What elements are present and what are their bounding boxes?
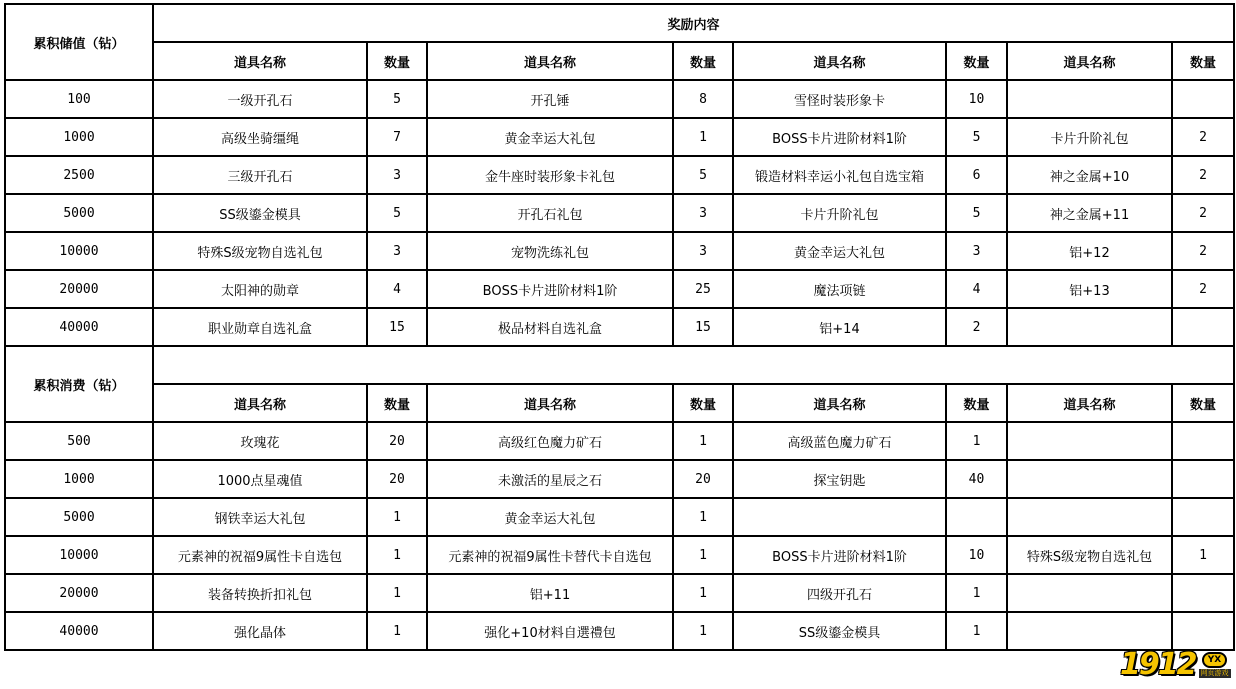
column-header-quantity: 数量 xyxy=(367,42,427,80)
quantity-cell: 4 xyxy=(946,270,1007,308)
threshold-cell: 40000 xyxy=(5,308,153,346)
quantity-cell: 40 xyxy=(946,460,1007,498)
table-row xyxy=(5,232,1234,270)
item-name-cell: 铝+13 xyxy=(1007,270,1172,308)
item-name-cell: 神之金属+11 xyxy=(1007,194,1172,232)
quantity-cell: 1 xyxy=(1172,536,1234,574)
threshold-cell: 100 xyxy=(5,80,153,118)
quantity-cell: 1 xyxy=(367,574,427,612)
table-row xyxy=(5,612,1234,650)
quantity-cell: 15 xyxy=(367,308,427,346)
item-name-cell: SS级鎏金模具 xyxy=(153,194,367,232)
item-name-cell: 开孔锤 xyxy=(427,80,673,118)
recharge-title-row xyxy=(5,4,1234,42)
column-header-item-name: 道具名称 xyxy=(1007,42,1172,80)
item-name-cell: 开孔石礼包 xyxy=(427,194,673,232)
quantity-cell: 10 xyxy=(946,80,1007,118)
item-name-cell xyxy=(1007,422,1172,460)
threshold-cell: 20000 xyxy=(5,270,153,308)
quantity-cell: 3 xyxy=(367,156,427,194)
quantity-cell: 3 xyxy=(673,232,733,270)
item-name-cell: 一级开孔石 xyxy=(153,80,367,118)
column-header-item-name: 道具名称 xyxy=(733,384,946,422)
quantity-cell: 1 xyxy=(673,118,733,156)
item-name-cell: 卡片升阶礼包 xyxy=(733,194,946,232)
quantity-cell: 4 xyxy=(367,270,427,308)
quantity-cell: 20 xyxy=(673,460,733,498)
item-name-cell: 极品材料自选礼盒 xyxy=(427,308,673,346)
item-name-cell: 职业勋章自选礼盒 xyxy=(153,308,367,346)
table-row xyxy=(5,156,1234,194)
column-header-quantity: 数量 xyxy=(673,42,733,80)
item-name-cell xyxy=(733,498,946,536)
table-row xyxy=(5,536,1234,574)
consume-column-headers xyxy=(5,384,1234,422)
item-name-cell: 高级蓝色魔力矿石 xyxy=(733,422,946,460)
rewards-table xyxy=(4,3,1235,651)
quantity-cell: 1 xyxy=(673,536,733,574)
item-name-cell: 宠物洗练礼包 xyxy=(427,232,673,270)
site-watermark-logo xyxy=(1120,645,1232,685)
table-row xyxy=(5,422,1234,460)
quantity-cell xyxy=(1172,308,1234,346)
item-name-cell: 金牛座时装形象卡礼包 xyxy=(427,156,673,194)
item-name-cell: 黄金幸运大礼包 xyxy=(427,498,673,536)
item-name-cell: 魔法项链 xyxy=(733,270,946,308)
item-name-cell: BOSS卡片进阶材料1阶 xyxy=(733,118,946,156)
quantity-cell: 1 xyxy=(367,612,427,650)
item-name-cell: 强化+10材料自選禮包 xyxy=(427,612,673,650)
column-header-item-name: 道具名称 xyxy=(427,384,673,422)
column-header-quantity: 数量 xyxy=(1172,42,1234,80)
item-name-cell: 高级坐骑缰绳 xyxy=(153,118,367,156)
column-header-quantity: 数量 xyxy=(367,384,427,422)
quantity-cell: 1 xyxy=(673,612,733,650)
quantity-cell: 5 xyxy=(367,194,427,232)
quantity-cell: 5 xyxy=(673,156,733,194)
quantity-cell: 20 xyxy=(367,422,427,460)
quantity-cell: 1 xyxy=(673,498,733,536)
item-name-cell xyxy=(1007,460,1172,498)
quantity-cell xyxy=(1172,80,1234,118)
quantity-cell: 6 xyxy=(946,156,1007,194)
quantity-cell: 1 xyxy=(673,574,733,612)
recharge-column-headers xyxy=(5,42,1234,80)
reward-content-title: 奖励内容 xyxy=(153,4,1234,42)
threshold-cell: 500 xyxy=(5,422,153,460)
threshold-cell: 2500 xyxy=(5,156,153,194)
quantity-cell: 25 xyxy=(673,270,733,308)
item-name-cell: 太阳神的勋章 xyxy=(153,270,367,308)
recharge-section-label: 累积储值（钻） xyxy=(5,4,153,80)
quantity-cell: 2 xyxy=(1172,232,1234,270)
column-header-item-name: 道具名称 xyxy=(153,42,367,80)
quantity-cell: 2 xyxy=(1172,270,1234,308)
threshold-cell: 20000 xyxy=(5,574,153,612)
item-name-cell: 玫瑰花 xyxy=(153,422,367,460)
quantity-cell: 5 xyxy=(946,194,1007,232)
item-name-cell xyxy=(1007,80,1172,118)
threshold-cell: 10000 xyxy=(5,536,153,574)
quantity-cell: 10 xyxy=(946,536,1007,574)
item-name-cell: 强化晶体 xyxy=(153,612,367,650)
quantity-cell: 5 xyxy=(367,80,427,118)
item-name-cell: 铝+11 xyxy=(427,574,673,612)
column-header-quantity: 数量 xyxy=(946,42,1007,80)
quantity-cell: 1 xyxy=(946,574,1007,612)
quantity-cell: 5 xyxy=(946,118,1007,156)
item-name-cell: BOSS卡片进阶材料1阶 xyxy=(427,270,673,308)
quantity-cell: 3 xyxy=(946,232,1007,270)
quantity-cell: 1 xyxy=(367,498,427,536)
quantity-cell: 1 xyxy=(673,422,733,460)
item-name-cell: 钢铁幸运大礼包 xyxy=(153,498,367,536)
watermark-badge xyxy=(1199,652,1231,678)
item-name-cell: 元素神的祝福9属性卡自选包 xyxy=(153,536,367,574)
threshold-cell: 10000 xyxy=(5,232,153,270)
item-name-cell: BOSS卡片进阶材料1阶 xyxy=(733,536,946,574)
column-header-item-name: 道具名称 xyxy=(153,384,367,422)
watermark-yx-bubble-icon: YX xyxy=(1202,652,1227,668)
threshold-cell: 40000 xyxy=(5,612,153,650)
item-name-cell: 四级开孔石 xyxy=(733,574,946,612)
item-name-cell: 黄金幸运大礼包 xyxy=(733,232,946,270)
quantity-cell: 3 xyxy=(367,232,427,270)
item-name-cell: 装备转换折扣礼包 xyxy=(153,574,367,612)
threshold-cell: 1000 xyxy=(5,118,153,156)
table-row xyxy=(5,194,1234,232)
column-header-item-name: 道具名称 xyxy=(427,42,673,80)
consume-title-row xyxy=(5,346,1234,384)
quantity-cell xyxy=(946,498,1007,536)
item-name-cell: 锻造材料幸运小礼包自选宝箱 xyxy=(733,156,946,194)
threshold-cell: 5000 xyxy=(5,498,153,536)
table-row xyxy=(5,270,1234,308)
item-name-cell: 铝+12 xyxy=(1007,232,1172,270)
quantity-cell: 20 xyxy=(367,460,427,498)
item-name-cell: 特殊S级宠物自选礼包 xyxy=(153,232,367,270)
quantity-cell xyxy=(1172,498,1234,536)
item-name-cell xyxy=(1007,308,1172,346)
table-row xyxy=(5,498,1234,536)
column-header-item-name: 道具名称 xyxy=(733,42,946,80)
quantity-cell: 2 xyxy=(946,308,1007,346)
table-row xyxy=(5,308,1234,346)
quantity-cell: 1 xyxy=(367,536,427,574)
table-row xyxy=(5,460,1234,498)
item-name-cell: 黄金幸运大礼包 xyxy=(427,118,673,156)
item-name-cell: 未激活的星辰之石 xyxy=(427,460,673,498)
item-name-cell: 探宝钥匙 xyxy=(733,460,946,498)
quantity-cell: 1 xyxy=(946,422,1007,460)
quantity-cell xyxy=(1172,460,1234,498)
item-name-cell: 元素神的祝福9属性卡替代卡自选包 xyxy=(427,536,673,574)
table-row xyxy=(5,80,1234,118)
column-header-quantity: 数量 xyxy=(1172,384,1234,422)
item-name-cell: 神之金属+10 xyxy=(1007,156,1172,194)
item-name-cell: SS级鎏金模具 xyxy=(733,612,946,650)
quantity-cell: 2 xyxy=(1172,118,1234,156)
item-name-cell: 铝+14 xyxy=(733,308,946,346)
quantity-cell: 2 xyxy=(1172,194,1234,232)
quantity-cell: 8 xyxy=(673,80,733,118)
consume-section-label: 累积消费（钻） xyxy=(5,346,153,422)
item-name-cell: 三级开孔石 xyxy=(153,156,367,194)
threshold-cell: 5000 xyxy=(5,194,153,232)
column-header-quantity: 数量 xyxy=(946,384,1007,422)
item-name-cell: 雪怪时装形象卡 xyxy=(733,80,946,118)
table-row xyxy=(5,574,1234,612)
quantity-cell xyxy=(1172,422,1234,460)
watermark-subtitle: 网页游戏 xyxy=(1200,669,1229,677)
item-name-cell: 1000点星魂值 xyxy=(153,460,367,498)
item-name-cell xyxy=(1007,574,1172,612)
quantity-cell: 1 xyxy=(946,612,1007,650)
threshold-cell: 1000 xyxy=(5,460,153,498)
consume-title-blank xyxy=(153,346,1234,384)
quantity-cell xyxy=(1172,574,1234,612)
quantity-cell: 7 xyxy=(367,118,427,156)
table-row xyxy=(5,118,1234,156)
item-name-cell: 卡片升阶礼包 xyxy=(1007,118,1172,156)
item-name-cell: 特殊S级宠物自选礼包 xyxy=(1007,536,1172,574)
column-header-quantity: 数量 xyxy=(673,384,733,422)
quantity-cell: 15 xyxy=(673,308,733,346)
column-header-item-name: 道具名称 xyxy=(1007,384,1172,422)
item-name-cell xyxy=(1007,498,1172,536)
item-name-cell: 高级红色魔力矿石 xyxy=(427,422,673,460)
quantity-cell: 2 xyxy=(1172,156,1234,194)
quantity-cell: 3 xyxy=(673,194,733,232)
watermark-digits: 1912 xyxy=(1120,647,1196,682)
